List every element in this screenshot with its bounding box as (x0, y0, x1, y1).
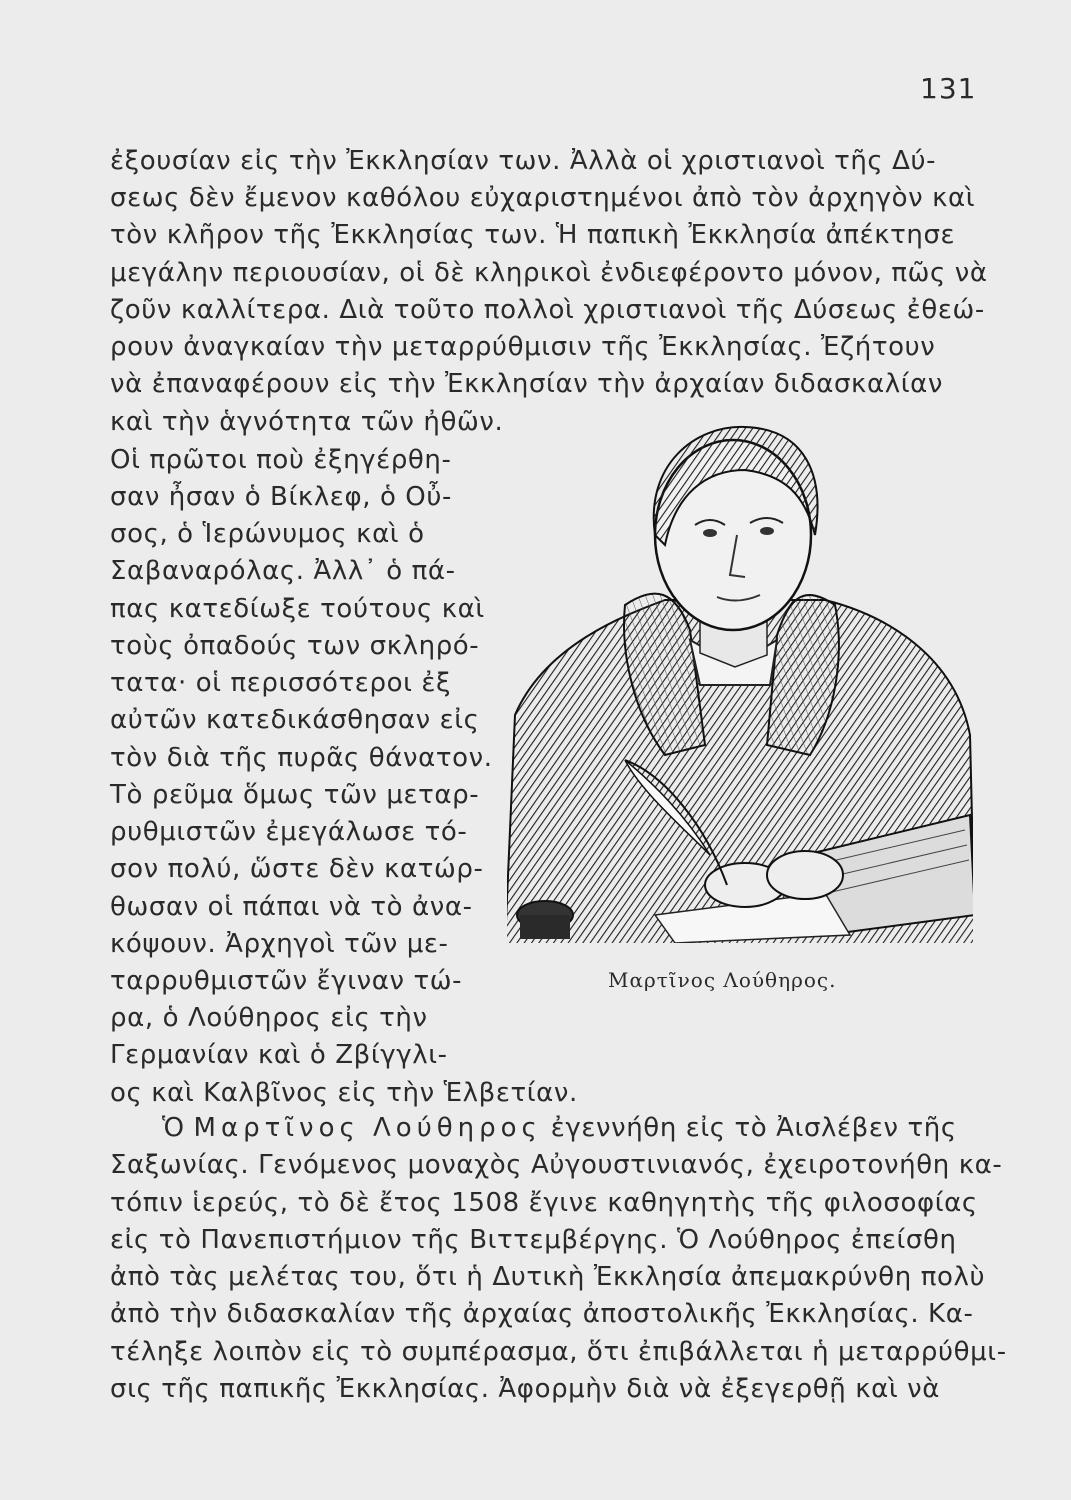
text-line: μεγάλην περιουσίαν, οἱ δὲ κληρικοὶ ἐνδιεφέροντο μόνον, πῶς νὰ (110, 258, 988, 288)
text-line: Σαβαναρόλας. Ἀλλ᾿ ὁ πά- (110, 556, 456, 586)
text-line: Οἱ πρῶτοι ποὺ ἐξηγέρθη- (110, 445, 452, 475)
text-line: πας κατεδίωξε τούτους καὶ (110, 594, 485, 624)
text-line: ζοῦν καλλίτερα. Διὰ τοῦτο πολλοὶ χριστιανοὶ τῆς Δύσεως ἐθεώ- (110, 295, 985, 325)
text-line: τοὺς ὀπαδούς των σκληρό- (110, 631, 480, 661)
text-line: ρα, ὁ Λούθηρος εἰς τὴν (110, 1003, 428, 1033)
spaced-name: Μαρτῖνος Λούθηρος (193, 1113, 542, 1143)
text-line: τατα· οἱ περισσότεροι ἐξ (110, 668, 452, 698)
text-line: σον πολύ, ὥστε δὲν κατώρ- (110, 854, 484, 884)
text-line: εἰς τὸ Πανεπιστήμιον τῆς Βιττεμβέργης. Ὁ Λούθηρος ἐπείσθη (110, 1225, 957, 1255)
portrait-figure (505, 415, 975, 945)
text-line: τόπιν ἱερεύς, τὸ δὲ ἔτος 1508 ἔγινε καθηγητὴς τῆς φιλοσοφίας (110, 1188, 978, 1218)
page-number: 131 (920, 72, 977, 105)
text-line: ἀπὸ τὴν διδασκαλίαν τῆς ἀρχαίας ἀποστολικῆς Ἐκκλησίας. Κα- (110, 1299, 974, 1329)
text-line: σος, ὁ Ἱερώνυμος καὶ ὁ (110, 519, 425, 549)
text-line: ἐξουσίαν εἰς τὴν Ἐκκλησίαν των. Ἀλλὰ οἱ χριστιανοὶ τῆς Δύ- (110, 146, 937, 176)
text-line: θωσαν οἱ πάπαι νὰ τὸ ἀνα- (110, 892, 473, 922)
text-line: τὸν διὰ τῆς πυρᾶς θάνατον. (110, 743, 493, 773)
text-line: νὰ ἐπαναφέρουν εἰς τὴν Ἐκκλησίαν τὴν ἀρχαίαν διδασκαλίαν (110, 369, 943, 399)
first-line-rest: ἐγεννήθη εἰς τὸ Ἀισλέβεν τῆς (550, 1113, 957, 1143)
text-line: Σαξωνίας. Γενόμενος μοναχὸς Αὐγουστινιανός, ἐχειροτονήθη κα- (110, 1150, 1003, 1180)
text-line: Γερμανίαν καὶ ὁ Ζβίγγλι- (110, 1040, 448, 1070)
text-line: αὐτῶν κατεδικάσθησαν εἰς (110, 705, 480, 735)
text-line: τὸν κλῆρον τῆς Ἐκκλησίας των. Ἡ παπικὴ Ἐκκλησία ἀπέκτησε (110, 220, 956, 250)
text-line: ρουν ἀναγκαίαν τὴν μεταρρύθμισιν τῆς Ἐκκλησίας. Ἐζήτουν (110, 332, 936, 362)
text-line: τέληξε λοιπὸν εἰς τὸ συμπέρασμα, ὅτι ἐπιβάλλεται ἡ μεταρρύθμι- (110, 1337, 1007, 1367)
text-line: ος καὶ Καλβῖνος εἰς τὴν Ἑλβετίαν. (110, 1078, 578, 1108)
paragraph-first-line (162, 1113, 957, 1143)
text-line: κόψουν. Ἀρχηγοὶ τῶν με- (110, 929, 449, 959)
text-line: ρυθμιστῶν ἐμεγάλωσε τό- (110, 817, 468, 847)
text-line: σις τῆς παπικῆς Ἐκκλησίας. Ἀφορμὴν διὰ νὰ ἐξεγερθῇ καὶ νὰ (110, 1374, 941, 1404)
figure-caption: Μαρτῖνος Λούθηρος. (608, 968, 837, 992)
text-line: σαν ἦσαν ὁ Βίκλεφ, ὁ Οὖ- (110, 482, 453, 512)
portrait-engraving (505, 415, 975, 945)
text-line: ἀπὸ τὰς μελέτας του, ὅτι ἡ Δυτικὴ Ἐκκλησία ἀπεμακρύνθη πολὺ (110, 1262, 986, 1292)
text-line: ταρρυθμιστῶν ἔγιναν τώ- (110, 966, 463, 996)
text-line: σεως δὲν ἔμενον καθόλου εὐχαριστημένοι ἀπὸ τὸν ἀρχηγὸν καὶ (110, 183, 976, 213)
first-word: Ὁ (162, 1113, 185, 1143)
text-line: καὶ τὴν ἁγνότητα τῶν ἠθῶν. (110, 407, 504, 437)
text-line: Τὸ ρεῦμα ὅμως τῶν μεταρ- (110, 780, 480, 810)
